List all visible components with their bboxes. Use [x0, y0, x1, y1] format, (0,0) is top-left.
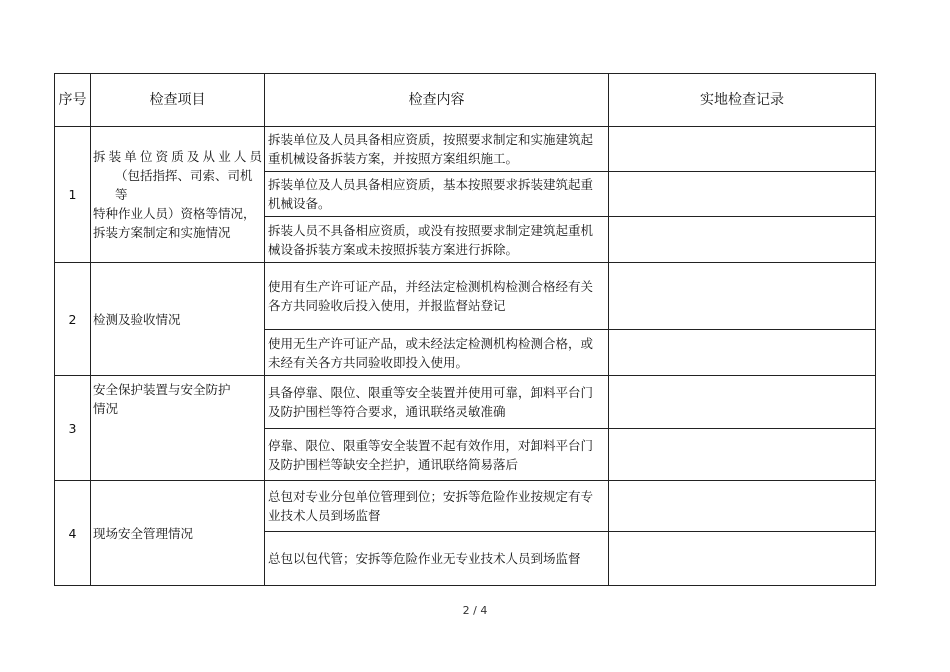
inspection-content: 停靠、限位、限重等安全装置不起有效作用，对卸料平台门及防护围栏等缺安全拦护，通讯联络简易落后 — [265, 429, 609, 481]
inspection-content: 拆装单位及人员具备相应资质，基本按照要求拆装建筑起重机械设备。 — [265, 172, 609, 217]
record-cell[interactable] — [609, 376, 876, 429]
row-number: 4 — [55, 481, 91, 586]
record-cell[interactable] — [609, 263, 876, 330]
record-cell[interactable] — [609, 481, 876, 532]
record-cell[interactable] — [609, 429, 876, 481]
row-number: 2 — [55, 263, 91, 376]
table-row — [55, 376, 876, 429]
table-row — [55, 127, 876, 172]
row-number: 1 — [55, 127, 91, 263]
record-cell[interactable] — [609, 330, 876, 376]
header-item: 检查项目 — [91, 74, 265, 127]
inspection-content: 使用无生产许可证产品，或未经法定检测机构检测合格，或未经有关各方共同验收即投入使用。 — [265, 330, 609, 376]
record-cell[interactable] — [609, 172, 876, 217]
header-row — [55, 74, 876, 127]
inspection-content: 总包以包代管；安拆等危险作业无专业技术人员到场监督 — [265, 532, 609, 586]
item-line: 特种作业人员）资格等情况， — [93, 206, 256, 221]
inspection-item: 现场安全管理情况 — [91, 481, 265, 586]
inspection-item — [91, 127, 265, 263]
inspection-item: 检测及验收情况 — [91, 263, 265, 376]
header-record: 实地检查记录 — [609, 74, 876, 127]
item-line: （包括指挥、司索、司机等 — [115, 168, 253, 202]
inspection-content: 总包对专业分包单位管理到位；安拆等危险作业按规定有专业技术人员到场监督 — [265, 481, 609, 532]
record-cell[interactable] — [609, 217, 876, 263]
record-cell[interactable] — [609, 127, 876, 172]
item-line: 情况 — [93, 401, 119, 416]
inspection-content: 拆装单位及人员具备相应资质，按照要求制定和实施建筑起重机械设备拆装方案，并按照方案组织施工。 — [265, 127, 609, 172]
record-cell[interactable] — [609, 532, 876, 586]
table-row — [55, 481, 876, 532]
row-number: 3 — [55, 376, 91, 481]
item-line: 安全保护装置与安全防护 — [93, 382, 231, 397]
table-row — [55, 263, 876, 330]
header-content: 检查内容 — [265, 74, 609, 127]
item-line: 拆装单位资质及从业人员 — [93, 149, 262, 164]
inspection-content: 拆装人员不具备相应资质，或没有按照要求制定建筑起重机械设备拆装方案或未按照拆装方案进行拆除。 — [265, 217, 609, 263]
inspection-content: 使用有生产许可证产品，并经法定检测机构检测合格经有关各方共同验收后投入使用，并报监督站登记 — [265, 263, 609, 330]
header-num: 序号 — [55, 74, 91, 127]
inspection-table — [54, 73, 876, 586]
item-line: 拆装方案制定和实施情况 — [93, 225, 231, 240]
inspection-content: 具备停靠、限位、限重等安全装置并使用可靠，卸料平台门及防护围栏等符合要求，通讯联络灵敏准确 — [265, 376, 609, 429]
inspection-item — [91, 376, 265, 481]
page-number: 2 / 4 — [462, 604, 488, 617]
